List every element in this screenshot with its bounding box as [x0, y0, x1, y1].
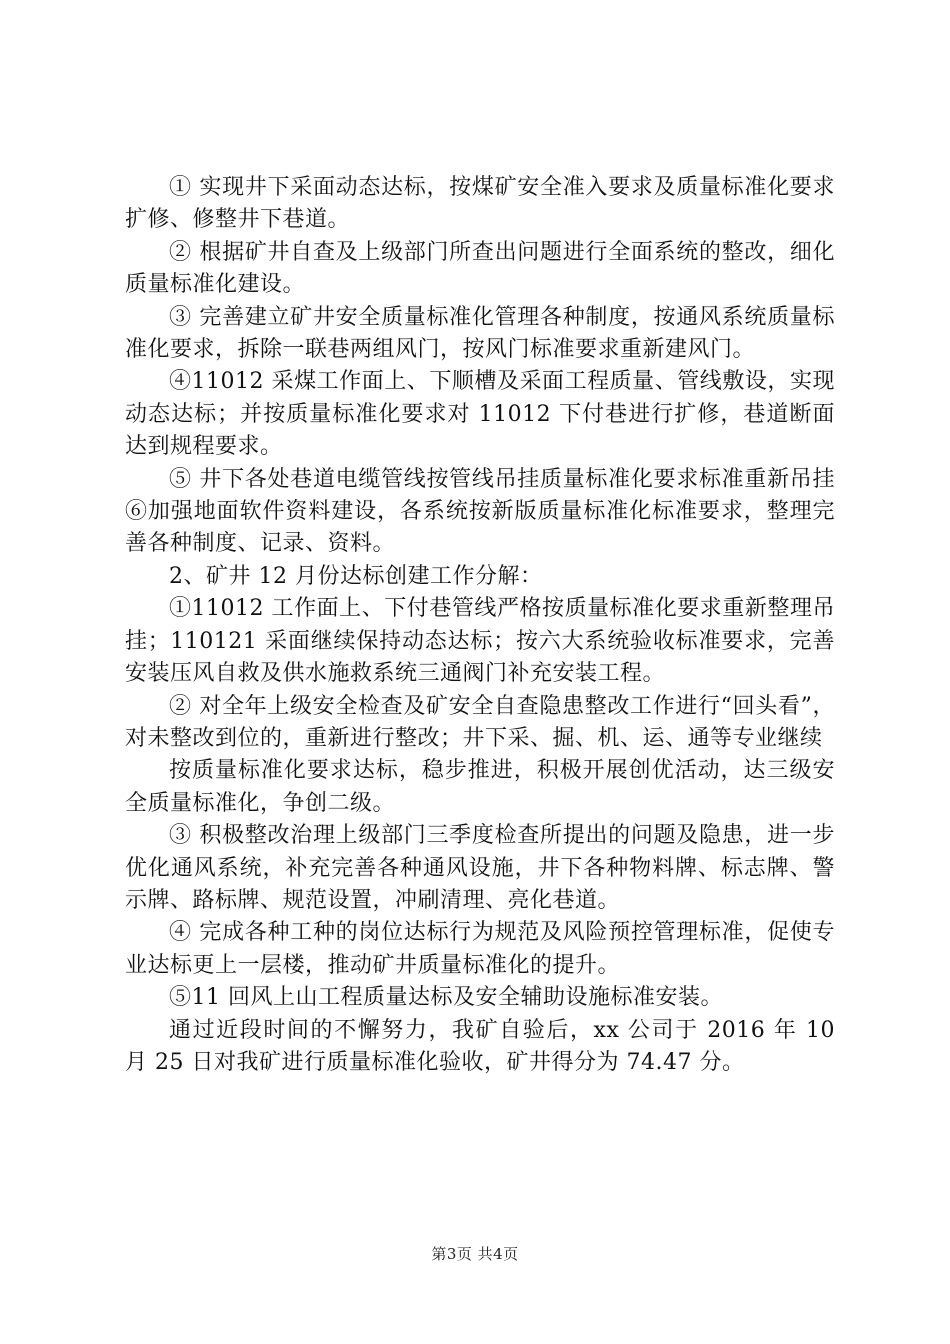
paragraph-item-9: ④ 完成各种工种的岗位达标行为规范及风险预控管理标准，促使专业达标更上一层楼，推动矿井质量标准化的提升。 [125, 920, 835, 978]
paragraph-item-8: ③ 积极整改治理上级部门三季度检查所提出的问题及隐患，进一步优化通风系统，补充完善各种通风设施，井下各种物料牌、标志牌、警示牌、路标牌、规范设置，冲刷清理、亮化巷道。 [125, 823, 835, 913]
paragraph-item-7: ② 对全年上级安全检查及矿安全自查隐患整改工作进行“回头看”，对未整改到位的，重新进行整改；井下采、掘、机、运、通等专业继续 [125, 693, 835, 751]
paragraph-item-4: ④11012 采煤工作面上、下顺槽及采面工程质量、管线敷设，实现动态达标；并按质量标准化要求对 11012 下付巷进行扩修，巷道断面达到规程要求。 [125, 369, 835, 460]
section-heading: 2、矿井 12 月份达标创建工作分解： [169, 563, 543, 589]
paragraph-item-10: ⑤11 回风上山工程质量达标及安全辅助设施标准安装。 [169, 985, 723, 1011]
document-body [125, 172, 835, 1079]
paragraph-conclusion: 通过近段时间的不懈努力，我矿自验后，xx 公司于 2016 年 10 月 25 日对我矿进行质量标准化验收，矿井得分为 74.47 分。 [125, 1017, 835, 1075]
paragraph-item-5: ⑤ 井下各处巷道电缆管线按管线吊挂质量标准化要求标准重新吊挂⑥加强地面软件资料建设，各系统按新版质量标准化标准要求，整理完善各种制度、记录、资料。 [125, 466, 835, 557]
paragraph-item-3: ③ 完善建立矿井安全质量标准化管理各种制度，按通风系统质量标准化要求，拆除一联巷两组风门，按风门标准要求重新建风门。 [125, 304, 835, 363]
paragraph-item-1: ① 实现井下采面动态达标，按煤矿安全准入要求及质量标准化要求扩修、修整井下巷道。 [125, 175, 835, 233]
paragraph-item-6: ①11012 工作面上、下付巷管线严格按质量标准化要求重新整理吊挂；110121 采面继续保持动态达标；按六大系统验收标准要求，完善安装压风自救及供水施救系统三通阀门补充安装工程。 [125, 596, 835, 687]
page-footer: 第3页 共4页 [431, 1245, 519, 1263]
paragraph-item-7-continued: 按质量标准化要求达标，稳步推进，积极开展创优活动，达三级安全质量标准化，争创二级。 [125, 758, 835, 816]
paragraph-item-2: ② 根据矿井自查及上级部门所查出问题进行全面系统的整改，细化质量标准化建设。 [125, 239, 835, 298]
